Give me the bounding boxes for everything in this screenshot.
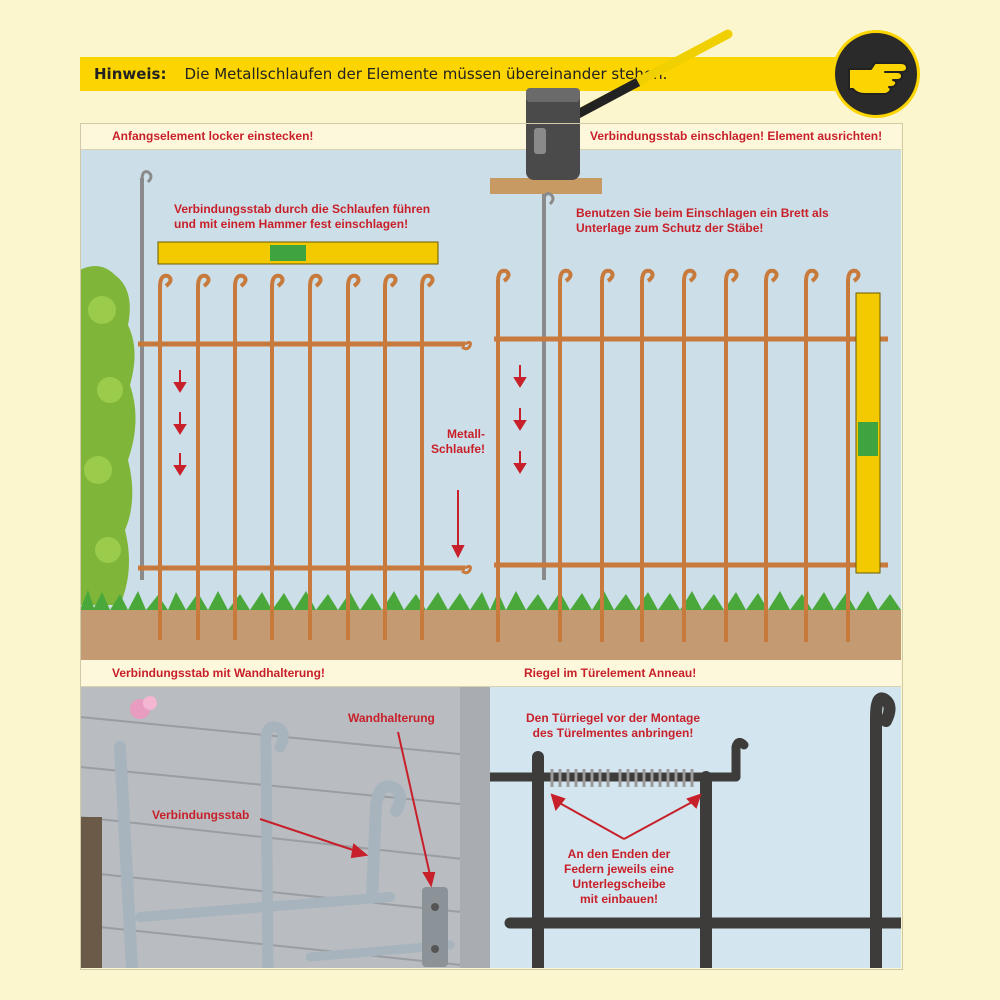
note-line: Verbindungsstab durch die Schlaufen führen xyxy=(174,202,431,216)
label-wall-bracket: Wandhalterung xyxy=(348,711,435,725)
panel-wall-bracket xyxy=(80,660,490,968)
hint-message: Die Metallschlaufen der Elemente müssen übereinander stehen. xyxy=(184,65,668,83)
panel-header xyxy=(80,660,490,687)
hint-banner xyxy=(80,57,880,91)
panel-illustration xyxy=(490,150,901,660)
panel-drive-rod xyxy=(490,123,901,660)
note-line: Unterlegscheibe xyxy=(572,877,666,891)
note-line: des Türelmentes anbringen! xyxy=(532,726,694,740)
panel-gate-latch xyxy=(490,660,901,968)
panel-title: Riegel im Türelement Anneau! xyxy=(524,666,697,680)
note-washers xyxy=(564,847,674,907)
panel-start-element xyxy=(80,123,490,660)
note-line: Den Türriegel vor der Montage xyxy=(526,711,701,725)
photo-wall-bracket xyxy=(80,687,490,968)
note-line: und mit einem Hammer fest einschlagen! xyxy=(174,217,409,231)
note-line: Metall- xyxy=(447,427,486,441)
panel-title: Verbindungsstab einschlagen! Element ausrichten! xyxy=(590,129,883,143)
note-line: mit einbauen! xyxy=(580,892,659,906)
panel-header xyxy=(80,123,490,150)
pointing-hand-icon xyxy=(832,30,920,118)
panel-title: Anfangselement locker einstecken! xyxy=(112,129,314,143)
note-line: Unterlage zum Schutz der Stäbe! xyxy=(576,221,764,235)
photo-gate-latch xyxy=(490,687,901,968)
note-line: Federn jeweils eine xyxy=(564,862,675,876)
note-board-advice xyxy=(576,206,829,236)
note-line: An den Enden der xyxy=(567,847,671,861)
note-line: Schlaufe! xyxy=(431,442,486,456)
panel-illustration xyxy=(80,150,490,660)
hint-label: Hinweis: xyxy=(94,65,167,83)
note-line: Benutzen Sie beim Einschlagen ein Brett als xyxy=(576,206,829,220)
note-rod-instructions xyxy=(174,202,430,232)
panel-title: Verbindungsstab mit Wandhalterung! xyxy=(112,666,325,680)
note-metal-loop xyxy=(431,427,485,457)
sledgehammer-icon xyxy=(518,26,738,186)
panel-header xyxy=(490,660,901,687)
note-latch-mounting xyxy=(526,711,700,741)
label-connecting-rod: Verbindungsstab xyxy=(152,808,250,822)
